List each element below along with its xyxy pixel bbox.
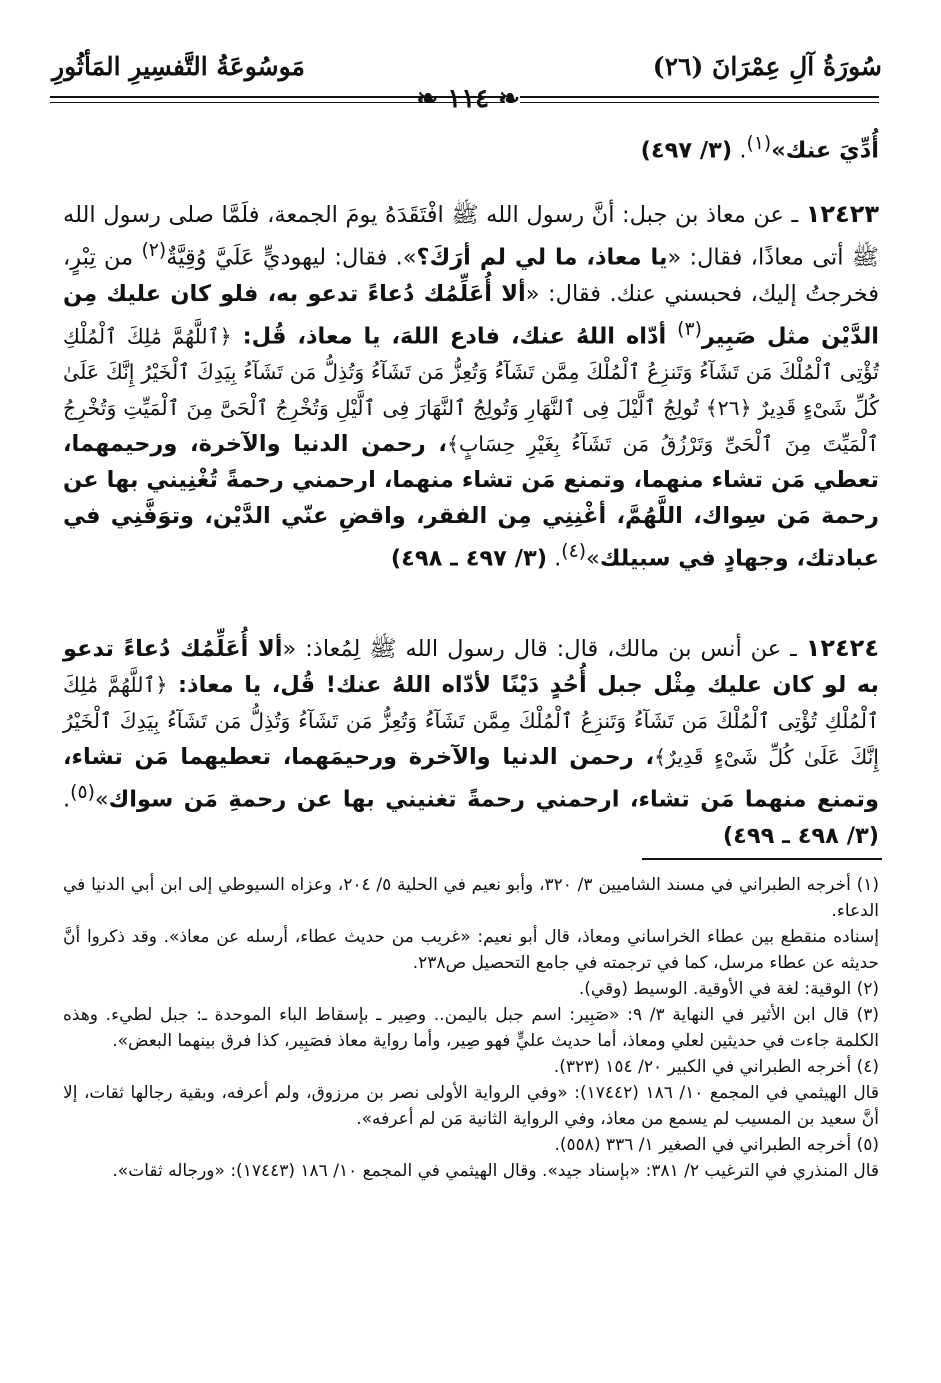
hadith-12423: ١٢٤٢٣ ـ عن معاذ بن جبل: أنَّ رسول الله ﷺ افْتَقَدَهُ يومَ الجمعة، فلَمَّا صلى رسول الله ﷺ أتى معاذًا، فقال: «يا معاذ، ما لي لم أرَكَ؟». فقال: ليهوديٍّ عَلَيَّ وُقِيَّةٌ$^{(٢)}$ من تِبْرٍ، فخرجتُ إليك، فحبسني عنك. فقال: «ألا أُعَلِّمُك دُعاءً تدعو به، فلو كان عليك مِن الدَّيْن مثل صَبِير$^{(٣)}$ أدّاه اللهُ عنك، فادع اللهَ، يا معاذ، قُل: ﴿ٱللَّهُمَّ مَٰلِكَ ٱلْمُلْكِ تُؤْتِى ٱلْمُلْكَ مَن تَشَآءُ وَتَنزِعُ ٱلْمُلْكَ مِمَّن تَشَآءُ وَتُعِزُّ مَن تَشَآءُ وَتُذِلُّ مَن تَشَآءُ بِيَدِكَ ٱلْخَيْرُ إِنَّكَ عَلَىٰ كُلِّ شَىْءٍ قَدِيرٌ ﴿٢٦﴾ تُولِجُ ٱلَّيْلَ فِى ٱلنَّهَارِ وَتُولِجُ ٱلنَّهَارَ فِى ٱلَّيْلِ وَتُخْرِجُ ٱلْحَىَّ مِنَ ٱلْمَيِّتِ وَتُخْرِجُ ٱلْمَيِّتَ مِنَ ٱلْحَىِّ وَتَرْزُقُ مَن تَشَآءُ بِغَيْرِ حِسَابٍ﴾، رحمن الدنيا والآخرة، ورحيمهما، تعطي مَن تشاء منهما، وتمنع مَن تشاء منهما، ارحمني رحمةً تُغْنِيني بها عن رحمة مَن سِواك، اللَّهُمَّ، أغْنِنِي مِن الفقر، واقضِ عنّي الدَّيْن، وتوَفَّنِي في عبادتك، وجهادٍ في سبيلك»$^{(٤)}$. (٣/ ٤٩٧ ـ ٤٩٨) xyxy=(63,200,880,572)
quran-verse: ﴿ٱللَّهُمَّ مَٰلِكَ ٱلْمُلْكِ تُؤْتِى ٱلْمُلْكَ مَن تَشَآءُ وَتَنزِعُ ٱلْمُلْكَ مِمَّن تَشَآءُ وَتُعِزُّ مَن تَشَآءُ وَتُذِلُّ مَن تَشَآءُ بِيَدِكَ ٱلْخَيْرُ إِنَّكَ عَلَىٰ كُلِّ شَىْءٍ قَدِيرٌ﴾ xyxy=(63,673,879,769)
volume-page-ref: (٣/ ٤٩٧) xyxy=(640,137,733,164)
footnote-ref: (٤) xyxy=(561,541,587,562)
footnote-ref: (٣) xyxy=(677,318,702,340)
header-rule-left xyxy=(50,96,505,103)
hadith-number: ١٢٤٢٤ xyxy=(805,634,879,662)
footnote-4-note: قال الهيثمي في المجمع ١٠/ ١٨٦ (١٧٤٤٢): «وفي الرواية الأولى نصر بن مرزوق، ولم أعرفه، وبقية رجالها ثقات، إلا أنَّ سعيد بن المسيب لم يسمع من معاذ، وفي الرواية الثانية مَن لم أعرفه». xyxy=(63,1083,879,1129)
footnote-ref: (١) xyxy=(746,133,772,154)
footnote-1: (١) أخرجه الطبراني في مسند الشاميين ٣/ ٣٢٠، وأبو نعيم في الحلية ٥/ ٢٠٤، وعزاه السيوطي إلى ابن أبي الدنيا في الدعاء. xyxy=(63,875,880,921)
footnote-4: (٤) أخرجه الطبراني في الكبير ٢٠/ ١٥٤ (٣٢٣). xyxy=(553,1057,879,1077)
footnote-ref: (٥) xyxy=(70,782,95,803)
book-title: مَوسُوعَةُ التَّفسِيرِ المَأثُورِ xyxy=(52,52,305,81)
hadith-text: أُدِّيَ عنك» xyxy=(771,137,879,164)
footnote-ref: (٢) xyxy=(141,240,167,261)
volume-page-ref: (٣/ ٤٩٨ ـ ٤٩٩) xyxy=(722,822,879,849)
footnote-1-note: إسناده منقطع بين عطاء الخراساني ومعاذ، قال أبو نعيم: «غريب من حديث عطاء، أرسله عن معاذ». وقد ذكروا أنَّ حديثه عن عطاء مرسل، كما في ترجمته في جامع التحصيل ص٢٣٨. xyxy=(63,927,879,973)
hadith-number: ١٢٤٢٣ xyxy=(805,200,879,228)
hadith-12424: ١٢٤٢٤ ـ عن أنس بن مالك، قال: قال رسول الله ﷺ لِمُعاذ: «ألا أُعَلِّمُك دُعاءً تدعو به لو كان عليك مِثْل جبل أُحُدٍ دَيْنًا لأدّاه اللهُ عنك! قُل، يا معاذ: ﴿ٱللَّهُمَّ مَٰلِكَ ٱلْمُلْكِ تُؤْتِى ٱلْمُلْكَ مَن تَشَآءُ وَتَنزِعُ ٱلْمُلْكَ مِمَّن تَشَآءُ وَتُعِزُّ مَن تَشَآءُ وَتُذِلُّ مَن تَشَآءُ بِيَدِكَ ٱلْخَيْرُ إِنَّكَ عَلَىٰ كُلِّ شَىْءٍ قَدِيرٌ﴾، رحمن الدنيا والآخرة ورحيمَهما، تعطيهما مَن تشاء، وتمنع منهما مَن تشاء، ارحمني رحمةً تغنيني بها عن رحمةِ مَن سواك»$^{(٥)}$. (٣/ ٤٩٨ ـ ٤٩٩) xyxy=(63,634,879,849)
footnote-5-note: قال المنذري في الترغيب ٢/ ٣٨١: «بإسناد جيد». وقال الهيثمي في المجمع ١٠/ ١٨٦ (١٧٤٤٣): «ورجاله ثقات». xyxy=(112,1161,879,1181)
surah-title: سُورَةُ آلِ عِمْرَانَ (٢٦) xyxy=(652,52,882,81)
footnote-5: (٥) أخرجه الطبراني في الصغير ١/ ٣٣٦ (٥٥٨). xyxy=(554,1135,879,1155)
footnote-3: (٣) قال ابن الأثير في النهاية ٣/ ٩: «صَبِير: اسم جبل باليمن.. وصِير ـ بإسقاط الباء الموحدة ـ: جبل لطيء. وهذه الكلمة جاءت في حديثين لعلي ومعاذ، أما حديث عليٍّ فهو صِير، وأما رواية معاذ فصَبِير، كذا فرق بينهما البعض». xyxy=(63,1005,879,1051)
volume-page-ref: (٣/ ٤٩٧ ـ ٤٩٨) xyxy=(390,545,547,572)
continuation-text: أُدِّيَ عنك»$^{(١)}$. (٣/ ٤٩٧) xyxy=(640,133,879,164)
quran-verse: ﴿ٱللَّهُمَّ مَٰلِكَ ٱلْمُلْكِ تُؤْتِى ٱلْمُلْكَ مَن تَشَآءُ وَتَنزِعُ ٱلْمُلْكَ مِمَّن تَشَآءُ وَتُعِزُّ مَن تَشَآءُ وَتُذِلُّ مَن تَشَآءُ بِيَدِكَ ٱلْخَيْرُ إِنَّكَ عَلَىٰ كُلِّ شَىْءٍ قَدِيرٌ ﴿٢٦﴾ تُولِجُ ٱلَّيْلَ فِى ٱلنَّهَارِ وَتُولِجُ ٱلنَّهَارَ فِى ٱلَّيْلِ وَتُخْرِجُ ٱلْحَىَّ مِنَ ٱلْمَيِّتِ وَتُخْرِجُ ٱلْمَيِّتَ مِنَ ٱلْحَىِّ وَتَرْزُقُ مَن تَشَآءُ بِغَيْرِ حِسَابٍ﴾ xyxy=(63,324,879,456)
footnote-2: (٢) الوقية: لغة في الأوقية. الوسيط (وقي). xyxy=(578,979,879,999)
header-rule-right xyxy=(520,96,879,103)
footnote-separator xyxy=(642,858,882,860)
page-number: ❧ ١١٤ ❧ xyxy=(416,84,520,114)
footnotes xyxy=(63,872,879,1184)
